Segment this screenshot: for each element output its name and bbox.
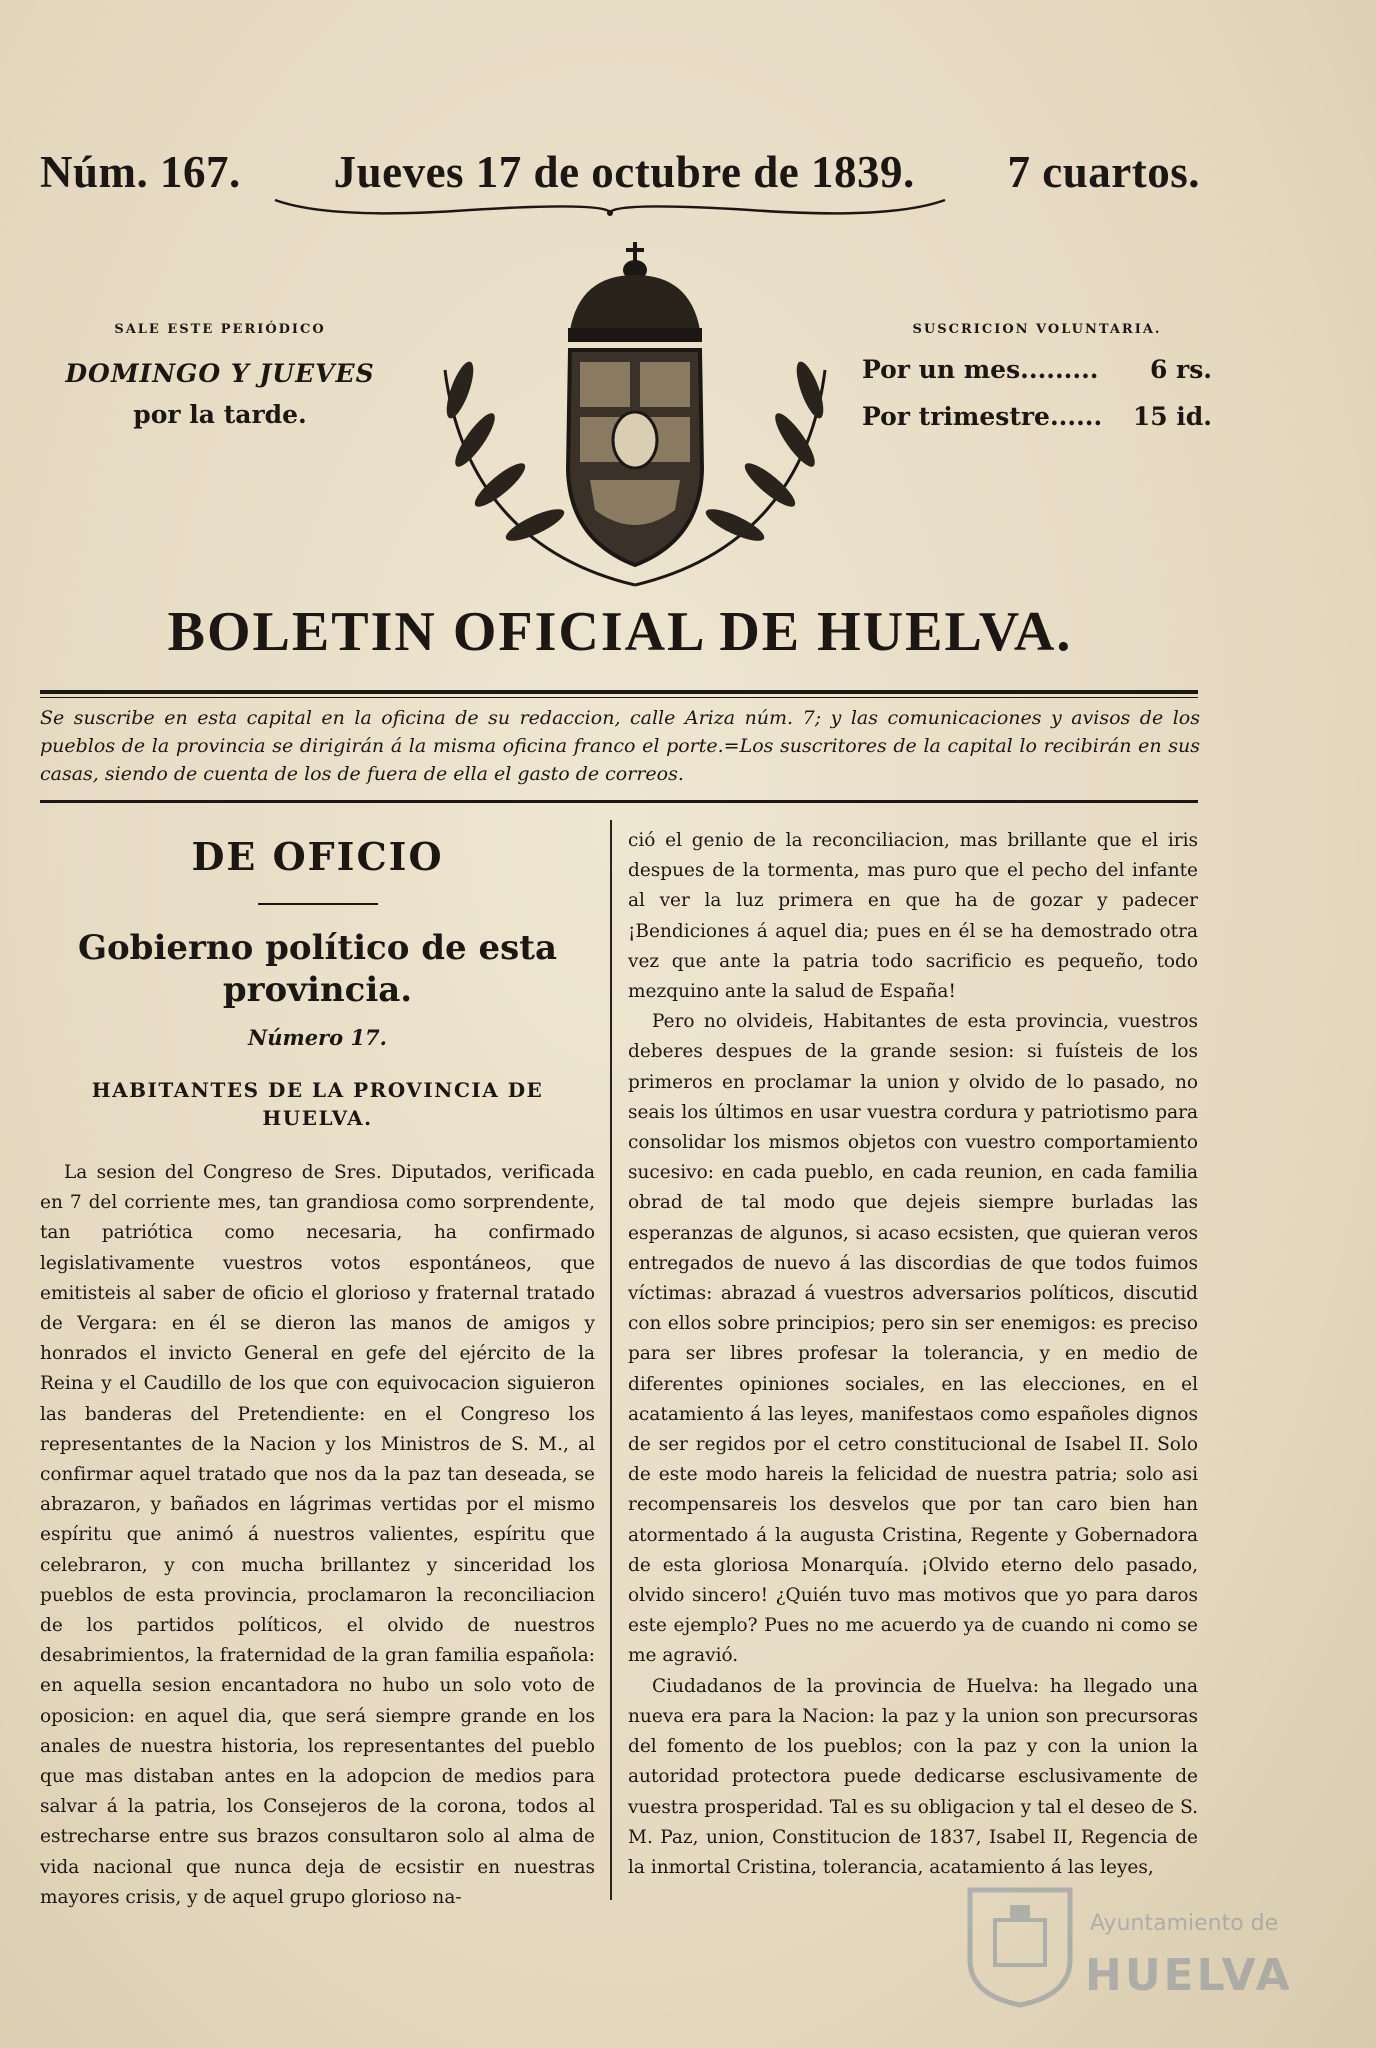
rate-price: 15 id. [1132,402,1212,431]
rate-row [862,402,1212,431]
archive-watermark [960,1880,1310,2010]
rate-price: 6 rs. [1149,355,1212,384]
article-number: Número 17. [248,1025,387,1050]
article-address: HABITANTES DE LA PROVINCIA DE HUELVA. [91,1078,544,1130]
rate-period: Por un mes......... [862,355,1099,384]
schedule-days: DOMINGO Y JUEVES [65,359,375,388]
section-heading: DE OFICIO [191,834,444,879]
publication-schedule [40,322,400,429]
rate-period: Por trimestre...... [862,402,1103,431]
title-rule-thin [40,697,1198,698]
subscription-rates [862,322,1212,431]
newspaper-title: BOLETIN OFICIAL DE HUELVA. [167,601,1073,663]
watermark-line1: Ayuntamiento de [1090,1911,1279,1936]
issue-number: Núm. 167. [40,147,241,197]
right-column [628,826,1198,1883]
watermark-line2: HUELVA [1085,1950,1293,2001]
title-rule [40,690,1198,694]
article-paragraph: Ciudadanos de la provincia de Huelva: ha llegado una nueva era para la Nacion: la paz y la union son precursoras del fomento de los pueblos; con la paz y con la union la autoridad protectora puede dedicarse esclusivamente de vuestra prosperidad. Tal es su obligacion y tal el deseo de S. M. Paz, union, Constitucion de 1837, Isabel II, Regencia de la inmortal Cristina, tolerancia, acatamiento á las leyes, [628,1675,1198,1878]
article-paragraph: Pero no olvideis, Habitantes de esta provincia, vuestros deberes despues de la grande sesion: si fuísteis de los primeros en proclamar la union y olvido de lo pasado, no seais los últimos en usar vuestra cordura y patriotismo para consolidar los mismos objetos con vuestro comportamiento sucesivo: en cada pueblo, en cada reunion, en cada familia obrad de tal modo que dejeis siempre burladas las esperanzas de algunos, si acaso ecsisten, que quieran veros entregados de nuevo á las discordias de que todos fuimos víctimas: abrazad á vuestros adversarios políticos, discutid con ellos sobre principios; pero sin ser enemigos: es preciso para ser libres profesar la tolerancia, y en medio de diferentes opiniones sociales, en las elecciones, en el acatamiento á las leyes, manifestaos como españoles dignos de ser regidos por el cetro constitucional de Isabel II. Solo de este modo hareis la felicidad de nuestra patria; solo asi recompensareis los desvelos que por tan caro bien han atormentado á la augusta Cristina, Regente y Gobernadora de esta gloriosa Monarquía. ¡Olvido eterno delo pasado, olvido sincero! ¿Quién tuvo mas motivos que yo para daros este ejemplo? Pues no me acuerdo ya de cuando ni como se me agravió. [628,1011,1198,1667]
rates-label: SUSCRICION VOLUNTARIA. [912,322,1162,337]
section-rule [258,903,378,905]
flourish-ornament-icon [270,196,950,220]
royal-coat-of-arms-icon [420,240,850,590]
left-column [40,834,595,1913]
article-paragraph: ció el genio de la reconciliacion, mas brillante que el iris despues de la tormenta, mas puro que el pecho del infante al ver la luz primera en que ha de gozar y padecer ¡Bendiciones á aquel dia; pues en él se ha demostrado otra vez que ante la patria todo sacrificio es pequeño, todo mezquino ante la salud de España! [628,830,1198,1003]
column-divider [610,820,612,1900]
schedule-label: SALE ESTE PERIÓDICO [114,322,326,337]
issue-price: 7 cuartos. [1007,147,1200,197]
huelva-shield-icon [970,1890,1070,2005]
issue-date: Jueves 17 de octubre de 1839. [333,147,915,197]
article-heading: Gobierno político de esta provincia. [77,928,558,1010]
article-paragraph: La sesion del Congreso de Sres. Diputados, verificada en 7 del corriente mes, tan grandiosa como sorprendente, tan patriótica como necesaria, ha confirmado legislativamente vuestros votos espontáneos, que emitisteis al saber de oficio el glorioso y fraternal tratado de Vergara: en él se dieron las manos de amigos y honrados el invicto General en gefe del ejército de la Reina y el Caudillo de los que con equivocacion siguieron las banderas del Pretendiente: en el Congreso los representantes de la Nacion y los Ministros de S. M., al confirmar aquel tratado que nos da la paz tan deseada, se abrazaron, y bañados en lágrimas vertidas por el mismo espíritu que animó á nuestros valientes, espíritu que celebraron, y con mucha brillantez y sinceridad los pueblos de esta provincia, proclamaron la reconciliacion de los partidos políticos, el olvido de nuestros desabrimientos, la fraternidad de la gran familia española: en aquella sesion encantadora no hubo un solo voto de oposicion: en aquel dia, que será siempre grande en los anales de nuestra historia, los representantes del pueblo que mas distaban antes en la adopcion de medios para salvar á la patria, los Consejeros de la corona, todos al estrecharse entre sus brazos consultaron solo al alma de vida nacional que nunca deja de ecsistir en nuestras mayores crisis, y de aquel grupo glorioso na- [40,1162,595,1908]
subscription-rule [40,800,1198,803]
issue-header [40,146,1200,198]
rate-row [862,355,1212,384]
subscription-note: Se suscribe en esta capital en la oficina de su redaccion, calle Ariza núm. 7; y las comunicaciones y avisos de los pueblos de la provincia se dirigirán á la misma oficina franco el porte.=Los suscritores de la capital lo recibirán en sus casas, siendo de cuenta de los de fuera de ella el gasto de correos. [40,707,1200,785]
schedule-time: por la tarde. [133,400,307,429]
